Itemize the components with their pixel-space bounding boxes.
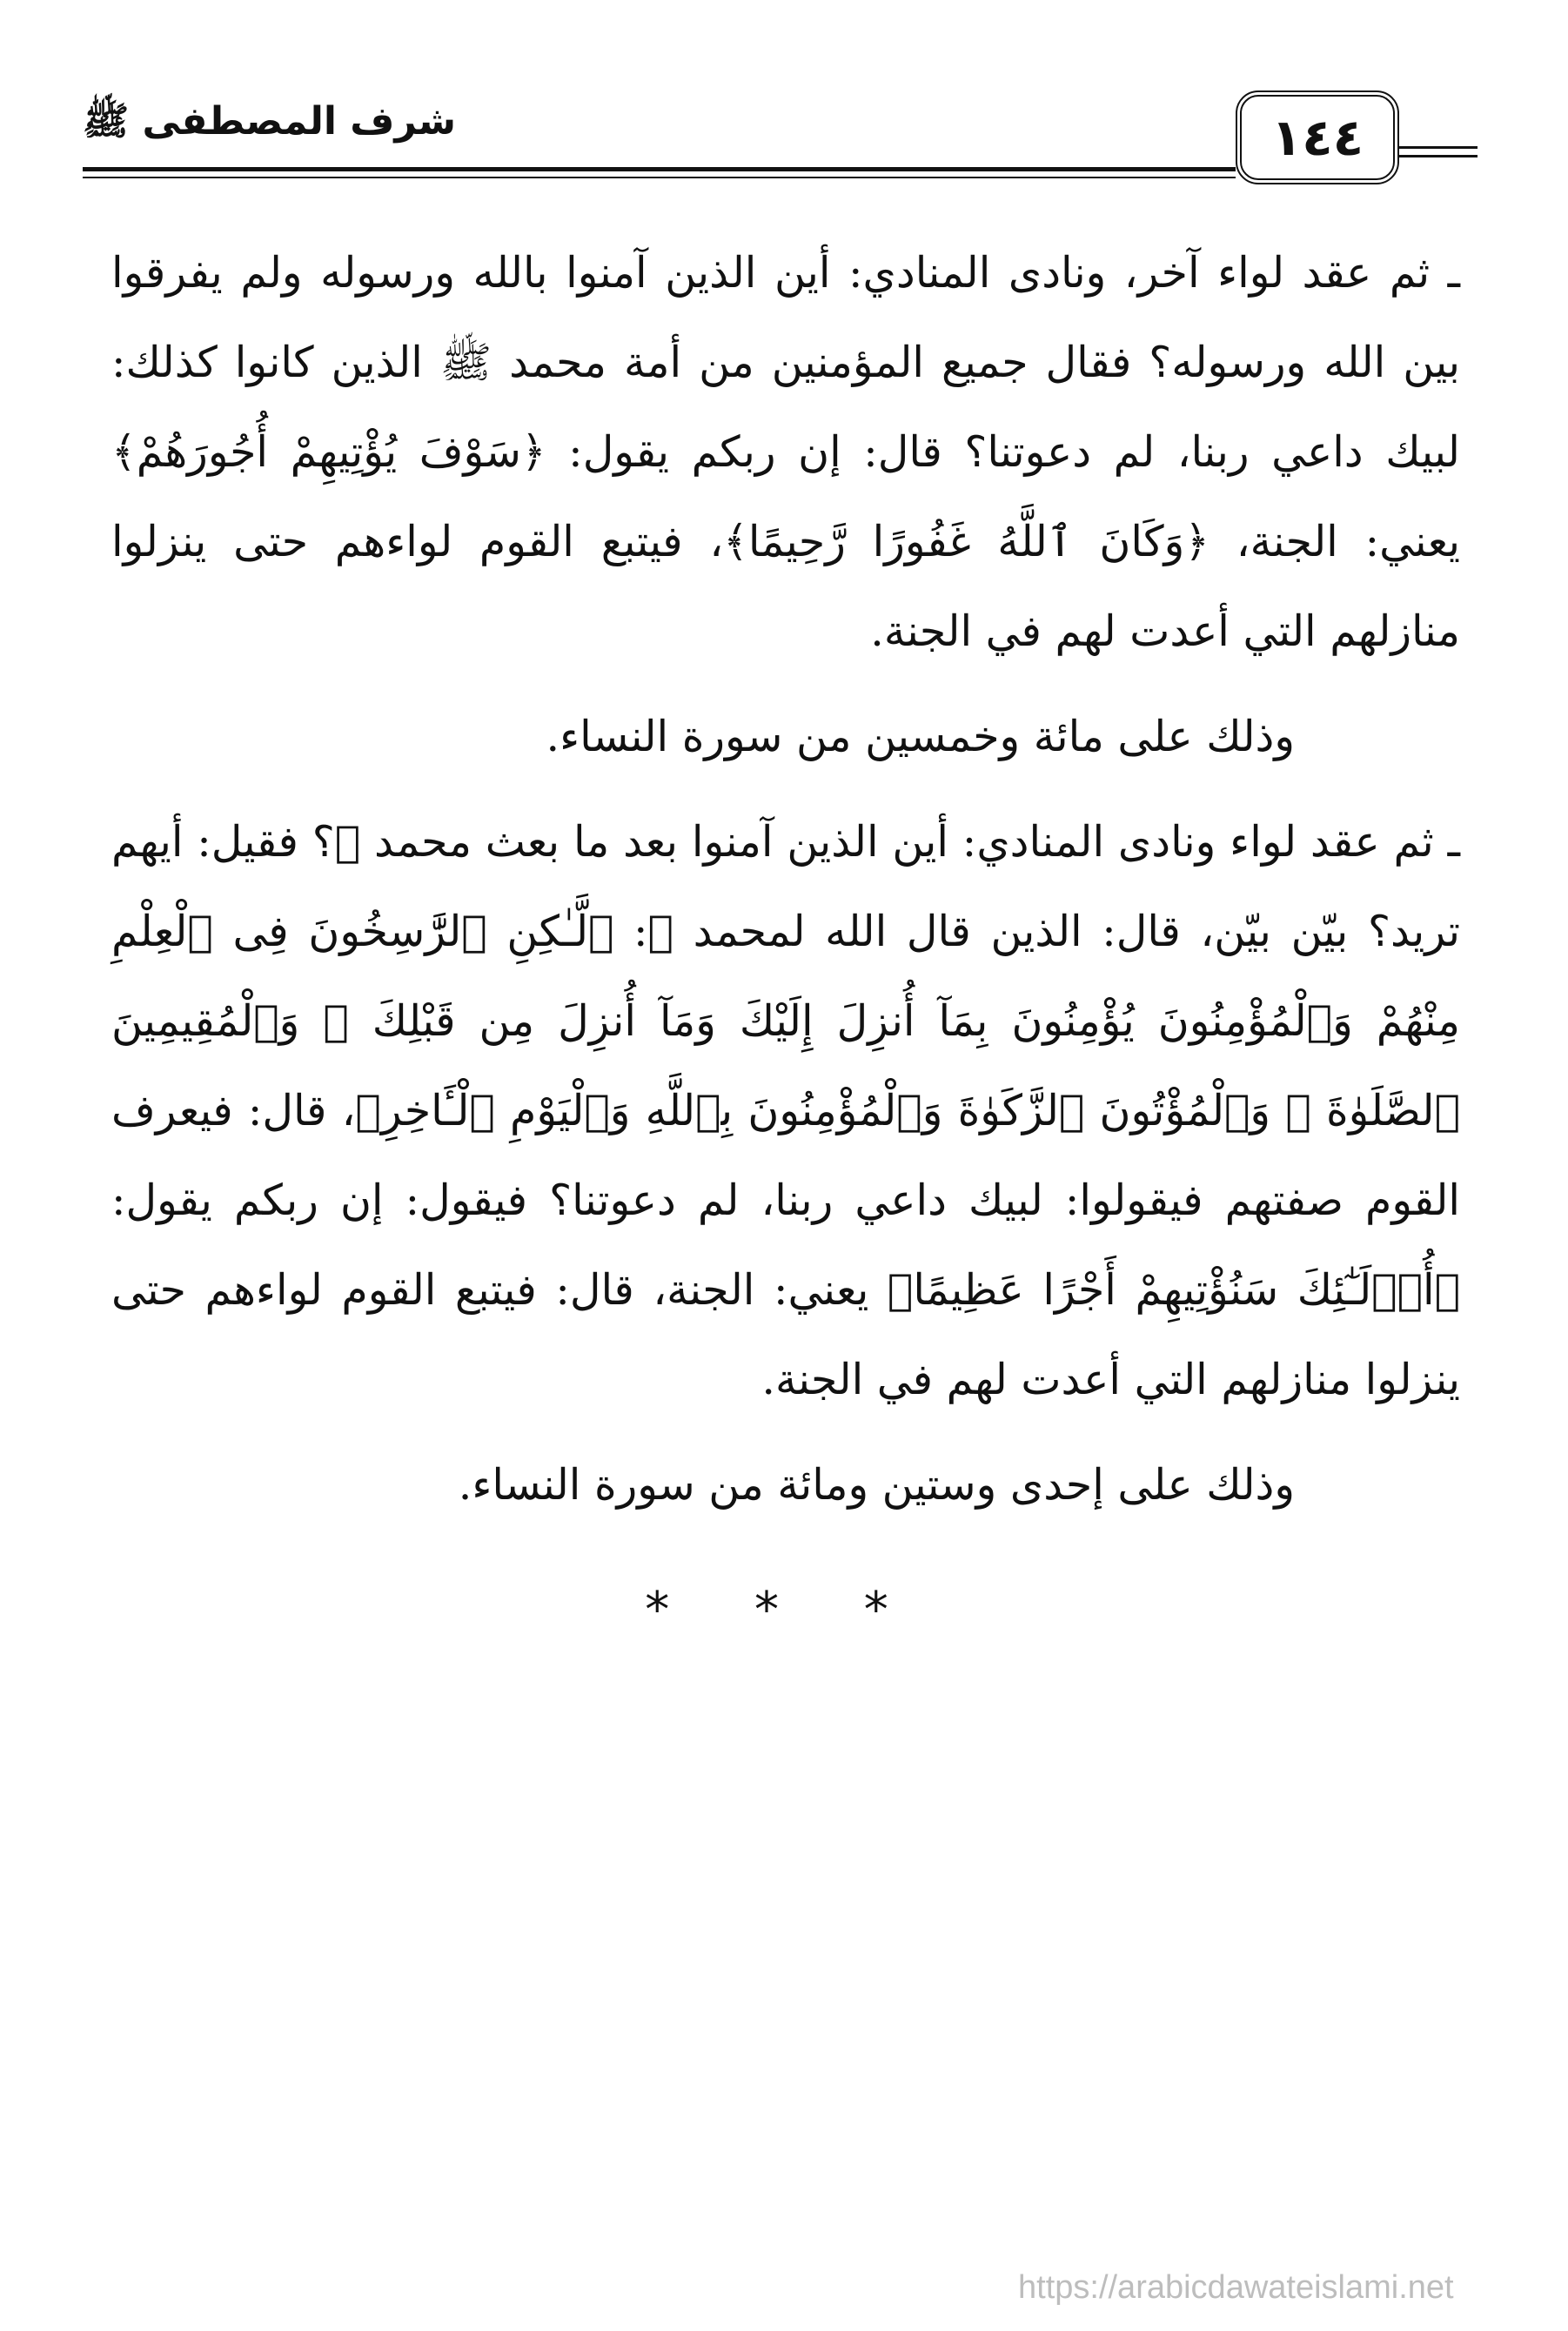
section-separator: * * * (645, 1582, 923, 1638)
watermark: https://arabicdawateislami.net (1018, 2269, 1454, 2306)
running-title: شرف المصطفى ﷺ (83, 99, 457, 144)
paragraph-3: ـ ثم عقد لواء ونادى المنادي: أين الذين آمنوا بعد ما بعث محمد ﷺ؟ فقيل: أيهم تريد؟ بيّن بيّن، قال: الذين قال الله لمحمد ﷺ: ﴿لَّـٰكِنِ ٱلرَّٰسِخُونَ فِى ٱلْعِلْمِ مِنْهُمْ وَٱلْمُؤْمِنُونَ يُؤْمِنُونَ بِمَآ أُنزِلَ إِلَيْكَ وَمَآ أُنزِلَ مِن قَبْلِكَ ۚ وَٱلْمُقِيمِينَ ٱلصَّلَوٰةَ ۚ وَٱلْمُؤْتُونَ ٱلزَّكَوٰةَ وَٱلْمُؤْمِنُونَ بِٱللَّهِ وَٱلْيَوْمِ ٱلْـَٔاخِرِ﴾، قال: فيعرف القوم صفتهم فيقولوا: لبيك داعي ربنا، لم دعوتنا؟ فيقول: إن ربكم يقول: ﴿أُو۟لَـٰٓئِكَ سَنُؤْتِيهِمْ أَجْرًا عَظِيمًا﴾ يعني: الجنة، قال: فيتبع القوم لواءهم حتى ينزلوا منازلهم التي أعدت لهم في الجنة. (111, 817, 1460, 1404)
paragraph-1: ـ ثم عقد لواء آخر، ونادى المنادي: أين الذين آمنوا بالله ورسوله ولم يفرقوا بين الله ورسوله؟ فقال جميع المؤمنين من أمة محمد ﷺ الذين كانوا كذلك: لبيك داعي ربنا، لم دعوتنا؟ قال: إن ربكم يقول: ﴿سَوْفَ يُؤْتِيهِمْ أُجُورَهُمْ﴾ يعني: الجنة، ﴿وَكَانَ ٱللَّهُ غَفُورًا رَّحِيمًا﴾، فيتبع القوم لواءهم حتى ينزلوا منازلهم التي أعدت لهم في الجنة. (111, 248, 1460, 656)
paragraph-2: وذلك على مائة وخمسين من سورة النساء. (546, 712, 1295, 761)
header-rule-right-2 (1399, 155, 1478, 157)
header-rule-thin (83, 177, 1236, 178)
header-rule (83, 167, 1236, 171)
page-number-frame (1236, 90, 1399, 184)
main-text (111, 228, 1460, 1530)
page-number: ١٤٤ (1270, 108, 1364, 167)
header-rule-right (1399, 146, 1478, 149)
paragraph-4: وذلك على إحدى وستين ومائة من سورة النساء. (458, 1460, 1295, 1510)
